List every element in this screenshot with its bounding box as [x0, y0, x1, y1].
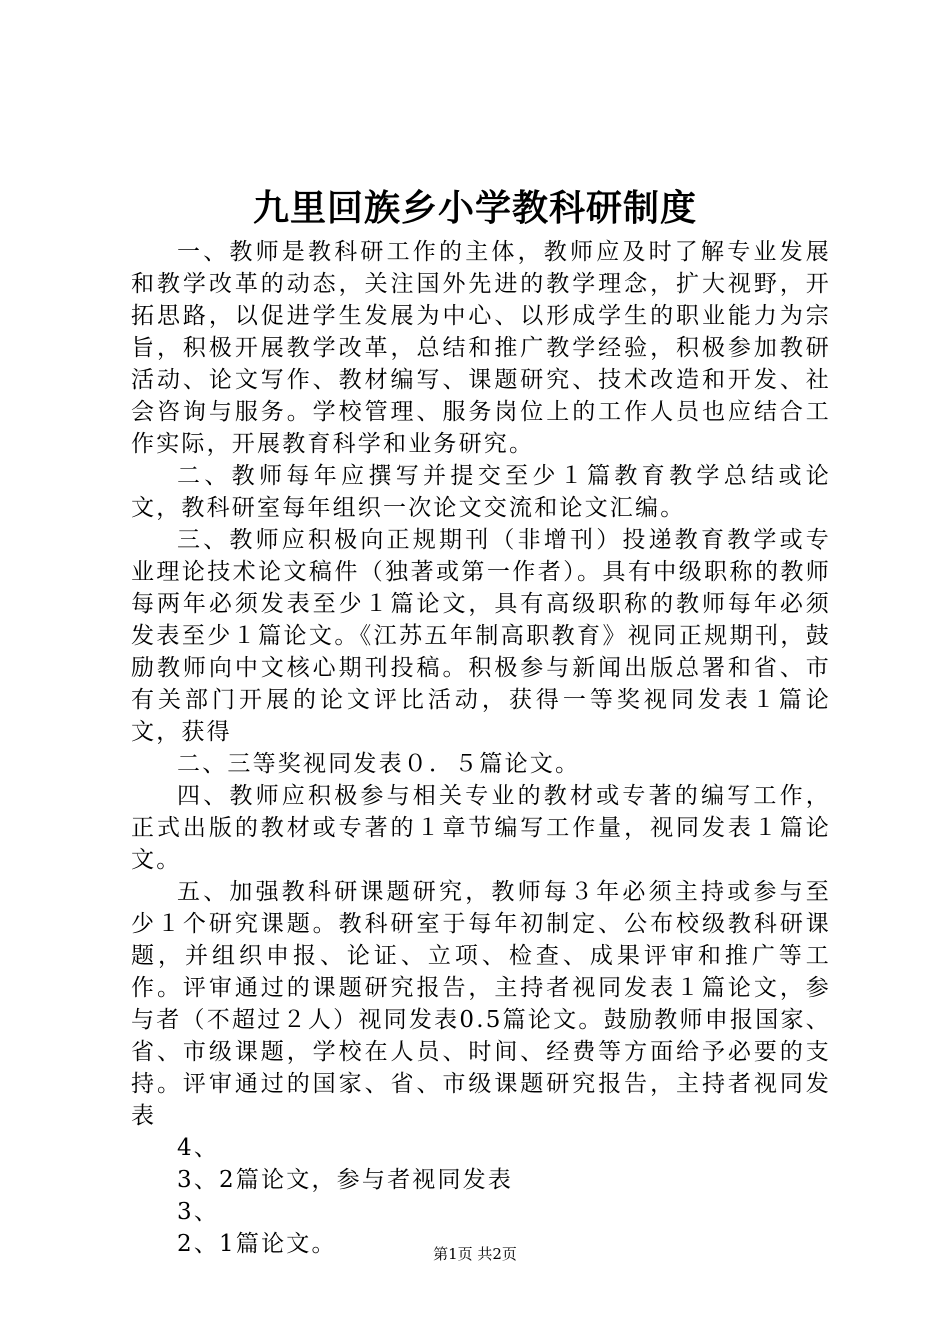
page-footer: 第1页 共2页: [433, 1245, 517, 1263]
paragraph-2: 二、教师每年应撰写并提交至少１篇教育教学总结或论文，教科研室每年组织一次论文交流和论文汇编。: [131, 463, 831, 521]
paragraph-6: 五、加强教科研课题研究，教师每３年必须主持或参与至少１个研究课题。教科研室于每年初制定、公布校级教科研课题，并组织申报、论证、立项、检查、成果评审和推广等工作。评审通过的课题研究报告，主持者视同发表１篇论文，参与者（不超过２人）视同发表0.5篇论文。鼓励教师申报国家、省、市级课题，学校在人员、时间、经费等方面给予必要的支持。评审通过的国家、省、市级课题研究报告，主持者视同发表: [131, 879, 831, 1129]
document-title: 九里回族乡小学教科研制度: [252, 187, 697, 229]
paragraph-9: 3、: [177, 1199, 220, 1225]
paragraph-4: 二、三等奖视同发表０．５篇论文。: [177, 751, 581, 777]
paragraph-1: 一、教师是教科研工作的主体，教师应及时了解专业发展和教学改革的动态，关注国外先进的教学理念，扩大视野，开拓思路，以促进学生发展为中心、以形成学生的职业能力为宗旨，积极开展教学改革，总结和推广教学经验，积极参加教研活动、论文写作、教材编写、课题研究、技术改造和开发、社会咨询与服务。学校管理、服务岗位上的工作人员也应结合工作实际，开展教育科学和业务研究。: [131, 239, 831, 457]
paragraph-7: 4、: [177, 1135, 220, 1161]
paragraph-10: 2、1篇论文。: [177, 1231, 337, 1257]
paragraph-5: 四、教师应积极参与相关专业的教材或专著的编写工作，正式出版的教材或专著的１章节编写工作量，视同发表１篇论文。: [131, 783, 831, 873]
paragraph-3: 三、教师应积极向正规期刊（非增刊）投递教育教学或专业理论技术论文稿件（独著或第一作者）。具有中级职称的教师每两年必须发表至少１篇论文，具有高级职称的教师每年必须发表至少１篇论文。《江苏五年制高职教育》视同正规期刊，鼓励教师向中文核心期刊投稿。积极参与新闻出版总署和省、市有关部门开展的论文评比活动，获得一等奖视同发表１篇论文，获得: [131, 527, 831, 745]
paragraph-8: 3、2篇论文，参与者视同发表: [177, 1167, 514, 1193]
document-body: [131, 236, 831, 1260]
